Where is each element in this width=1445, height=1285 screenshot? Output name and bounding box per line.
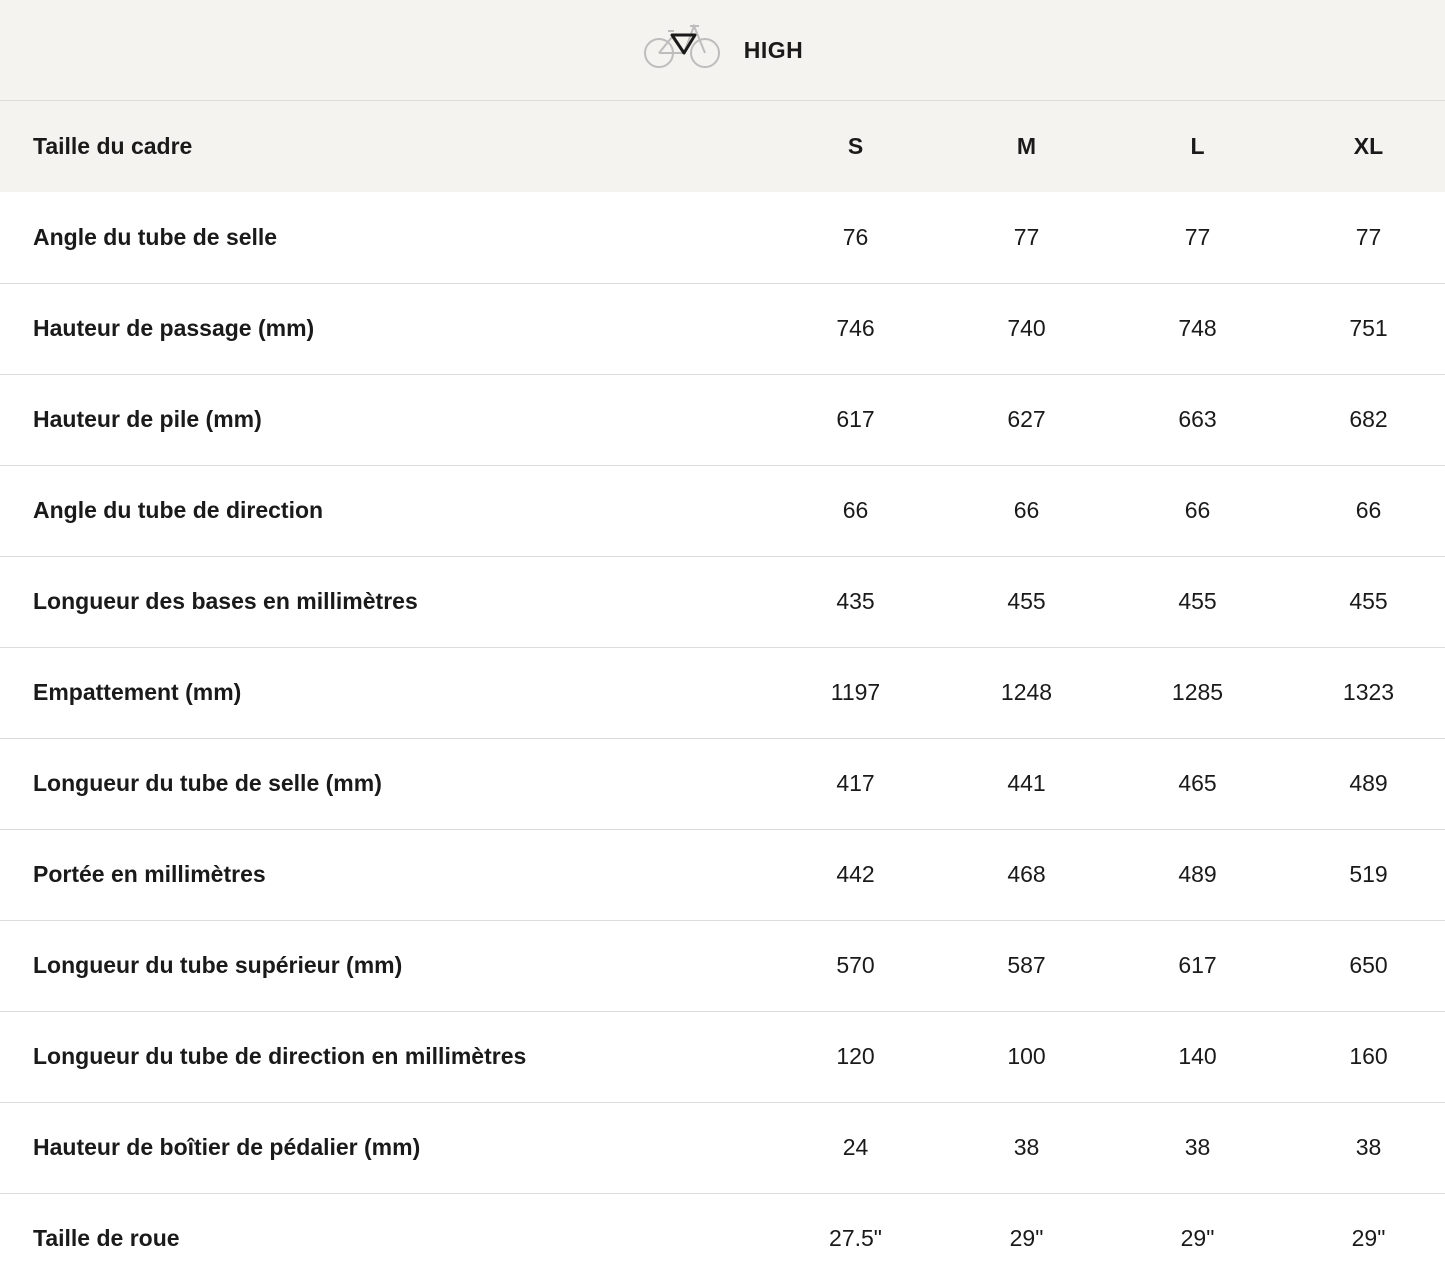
cell-value: 417: [836, 770, 875, 796]
cell-value: 455: [1178, 588, 1217, 614]
cell-value: 77: [1184, 223, 1211, 250]
table-row: [0, 465, 1445, 556]
cell-value: 627: [1007, 406, 1046, 432]
cell-value: 1285: [1171, 679, 1224, 705]
frame-size-label: Taille du cadre: [33, 133, 193, 159]
cell-value: 100: [1007, 1043, 1046, 1069]
table-row: [0, 283, 1445, 374]
cell-value: 682: [1349, 406, 1388, 432]
cell-value: 748: [1178, 315, 1217, 341]
geometry-header: [0, 0, 1445, 101]
cell-value: 1248: [1000, 679, 1053, 705]
cell-value: 650: [1349, 952, 1388, 978]
cell-value: 442: [836, 861, 875, 887]
size-xl: XL: [1353, 133, 1384, 159]
bicycle-icon: [642, 23, 724, 73]
table-row: [0, 1193, 1445, 1284]
cell-value: 465: [1178, 770, 1217, 796]
cell-value: 746: [836, 315, 875, 341]
table-row: [0, 647, 1445, 738]
cell-value: 740: [1007, 315, 1046, 341]
row-label: Hauteur de boîtier de pédalier (mm): [33, 1134, 421, 1160]
cell-value: 66: [1355, 497, 1382, 523]
cell-value: 587: [1007, 952, 1046, 978]
cell-value: 38: [1355, 1134, 1382, 1160]
size-s: S: [847, 133, 864, 159]
cell-value: 455: [1007, 588, 1046, 614]
row-label: Longueur du tube supérieur (mm): [33, 952, 403, 978]
cell-value: 24: [842, 1134, 869, 1160]
cell-value: 66: [842, 497, 869, 523]
table-row: [0, 1102, 1445, 1193]
size-header-row: [0, 101, 1445, 192]
cell-value: 570: [836, 952, 875, 978]
cell-value: 663: [1178, 406, 1217, 432]
cell-value: 38: [1184, 1134, 1211, 1160]
cell-value: 468: [1007, 861, 1046, 887]
row-label: Angle du tube de selle: [33, 223, 278, 250]
row-label: Taille de roue: [33, 1225, 180, 1252]
row-label: Portée en millimètres: [33, 861, 266, 887]
table-row: [0, 1011, 1445, 1102]
cell-value: 441: [1007, 770, 1046, 796]
row-label: Longueur des bases en millimètres: [33, 588, 418, 614]
table-row: [0, 556, 1445, 647]
cell-value: 1197: [830, 679, 881, 705]
cell-value: 140: [1178, 1043, 1217, 1069]
cell-value: 77: [1013, 223, 1040, 250]
cell-value: 29": [1351, 1225, 1386, 1252]
cell-value: 29": [1180, 1225, 1215, 1252]
row-label: Empattement (mm): [33, 679, 242, 705]
table-row: [0, 192, 1445, 283]
cell-value: 160: [1349, 1043, 1388, 1069]
cell-value: 77: [1355, 223, 1382, 250]
cell-value: 489: [1349, 770, 1388, 796]
cell-value: 66: [1013, 497, 1040, 523]
cell-value: 617: [836, 406, 875, 432]
cell-value: 27.5": [829, 1225, 882, 1252]
row-label: Angle du tube de direction: [33, 497, 324, 523]
cell-value: 489: [1178, 861, 1217, 887]
row-label: Hauteur de passage (mm): [33, 315, 315, 341]
table-row: [0, 920, 1445, 1011]
table-row: [0, 829, 1445, 920]
cell-value: 751: [1349, 315, 1388, 341]
table-row: [0, 738, 1445, 829]
cell-value: 519: [1349, 861, 1388, 887]
cell-value: 455: [1349, 588, 1388, 614]
cell-value: 76: [842, 223, 869, 250]
geometry-table: [0, 101, 1445, 1284]
size-l: L: [1190, 133, 1205, 159]
cell-value: 1323: [1342, 679, 1395, 705]
cell-value: 120: [836, 1043, 875, 1069]
row-label: Hauteur de pile (mm): [33, 406, 262, 432]
cell-value: 617: [1178, 952, 1217, 978]
size-m: M: [1016, 133, 1037, 159]
cell-value: 29": [1009, 1225, 1044, 1252]
row-label: Longueur du tube de direction en millimètres: [33, 1043, 527, 1069]
geometry-title: HIGH: [743, 36, 804, 63]
row-label: Longueur du tube de selle (mm): [33, 770, 382, 796]
cell-value: 38: [1013, 1134, 1040, 1160]
cell-value: 66: [1184, 497, 1211, 523]
table-row: [0, 374, 1445, 465]
cell-value: 435: [836, 588, 875, 614]
